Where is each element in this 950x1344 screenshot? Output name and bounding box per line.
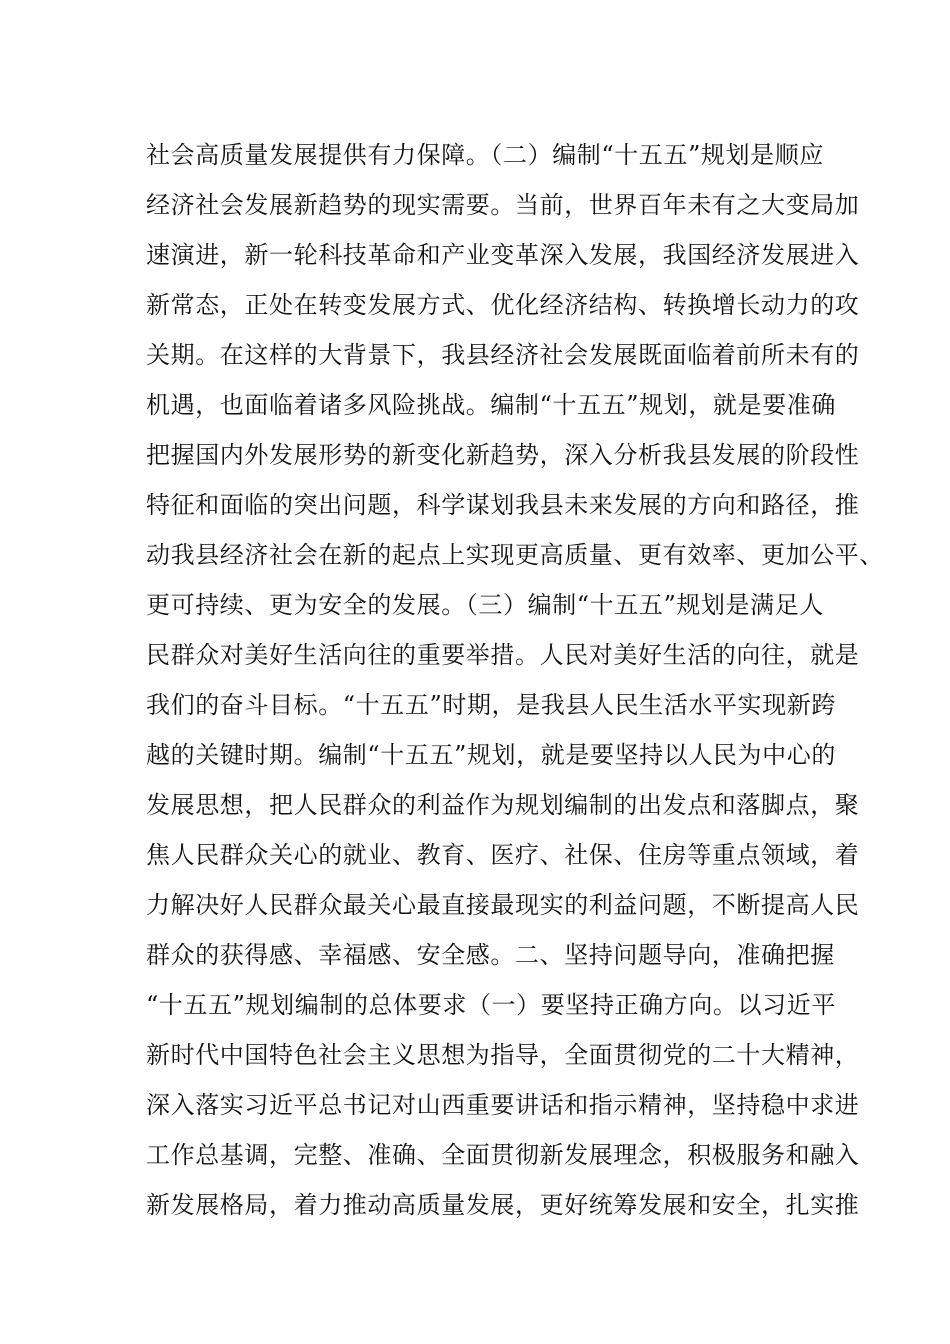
text-line: 新常态，正处在转变发展方式、优化经济结构、转换增长动力的攻 bbox=[146, 291, 860, 319]
text-line: 新时代中国特色社会主义思想为指导，全面贯彻党的二十大精神， bbox=[146, 1041, 860, 1069]
text-line: 关期。在这样的大背景下，我县经济社会发展既面临着前所未有的 bbox=[146, 341, 860, 369]
text-line: 深入落实习近平总书记对山西重要讲话和指示精神，坚持稳中求进 bbox=[146, 1091, 860, 1119]
text-line: 发展思想，把人民群众的利益作为规划编制的出发点和落脚点，聚 bbox=[146, 791, 860, 819]
text-line: 社会高质量发展提供有力保障。（二）编制“十五五”规划是顺应 bbox=[146, 141, 824, 169]
text-line: 新发展格局，着力推动高质量发展，更好统筹发展和安全，扎实推 bbox=[146, 1191, 860, 1219]
text-line: 经济社会发展新趋势的现实需要。当前，世界百年未有之大变局加 bbox=[146, 191, 860, 219]
text-line: 民群众对美好生活向往的重要举措。人民对美好生活的向往，就是 bbox=[146, 641, 860, 669]
text-line: 更可持续、更为安全的发展。（三）编制“十五五”规划是满足人 bbox=[146, 591, 824, 619]
text-line: 越的关键时期。编制“十五五”规划，就是要坚持以人民为中心的 bbox=[146, 741, 836, 769]
text-line: 机遇，也面临着诸多风险挑战。编制“十五五”规划，就是要准确 bbox=[146, 391, 836, 419]
text-line: 把握国内外发展形势的新变化新趋势，深入分析我县发展的阶段性 bbox=[146, 441, 860, 469]
text-line: 焦人民群众关心的就业、教育、医疗、社保、住房等重点领域，着 bbox=[146, 841, 860, 869]
text-line: 我们的奋斗目标。“十五五”时期，是我县人民生活水平实现新跨 bbox=[146, 691, 836, 719]
text-line: 动我县经济社会在新的起点上实现更高质量、更有效率、更加公平、 bbox=[146, 541, 884, 569]
text-line: 工作总基调，完整、准确、全面贯彻新发展理念，积极服务和融入 bbox=[146, 1141, 860, 1169]
text-line: 速演进，新一轮科技革命和产业变革深入发展，我国经济发展进入 bbox=[146, 241, 860, 269]
body-text bbox=[146, 130, 884, 1230]
text-line: 群众的获得感、幸福感、安全感。二、坚持问题导向，准确把握 bbox=[146, 941, 835, 969]
text-line: “十五五”规划编制的总体要求（一）要坚持正确方向。以习近平 bbox=[146, 991, 836, 1019]
text-line: 特征和面临的突出问题，科学谋划我县未来发展的方向和路径，推 bbox=[146, 491, 860, 519]
text-line: 力解决好人民群众最关心最直接最现实的利益问题，不断提高人民 bbox=[146, 891, 860, 919]
